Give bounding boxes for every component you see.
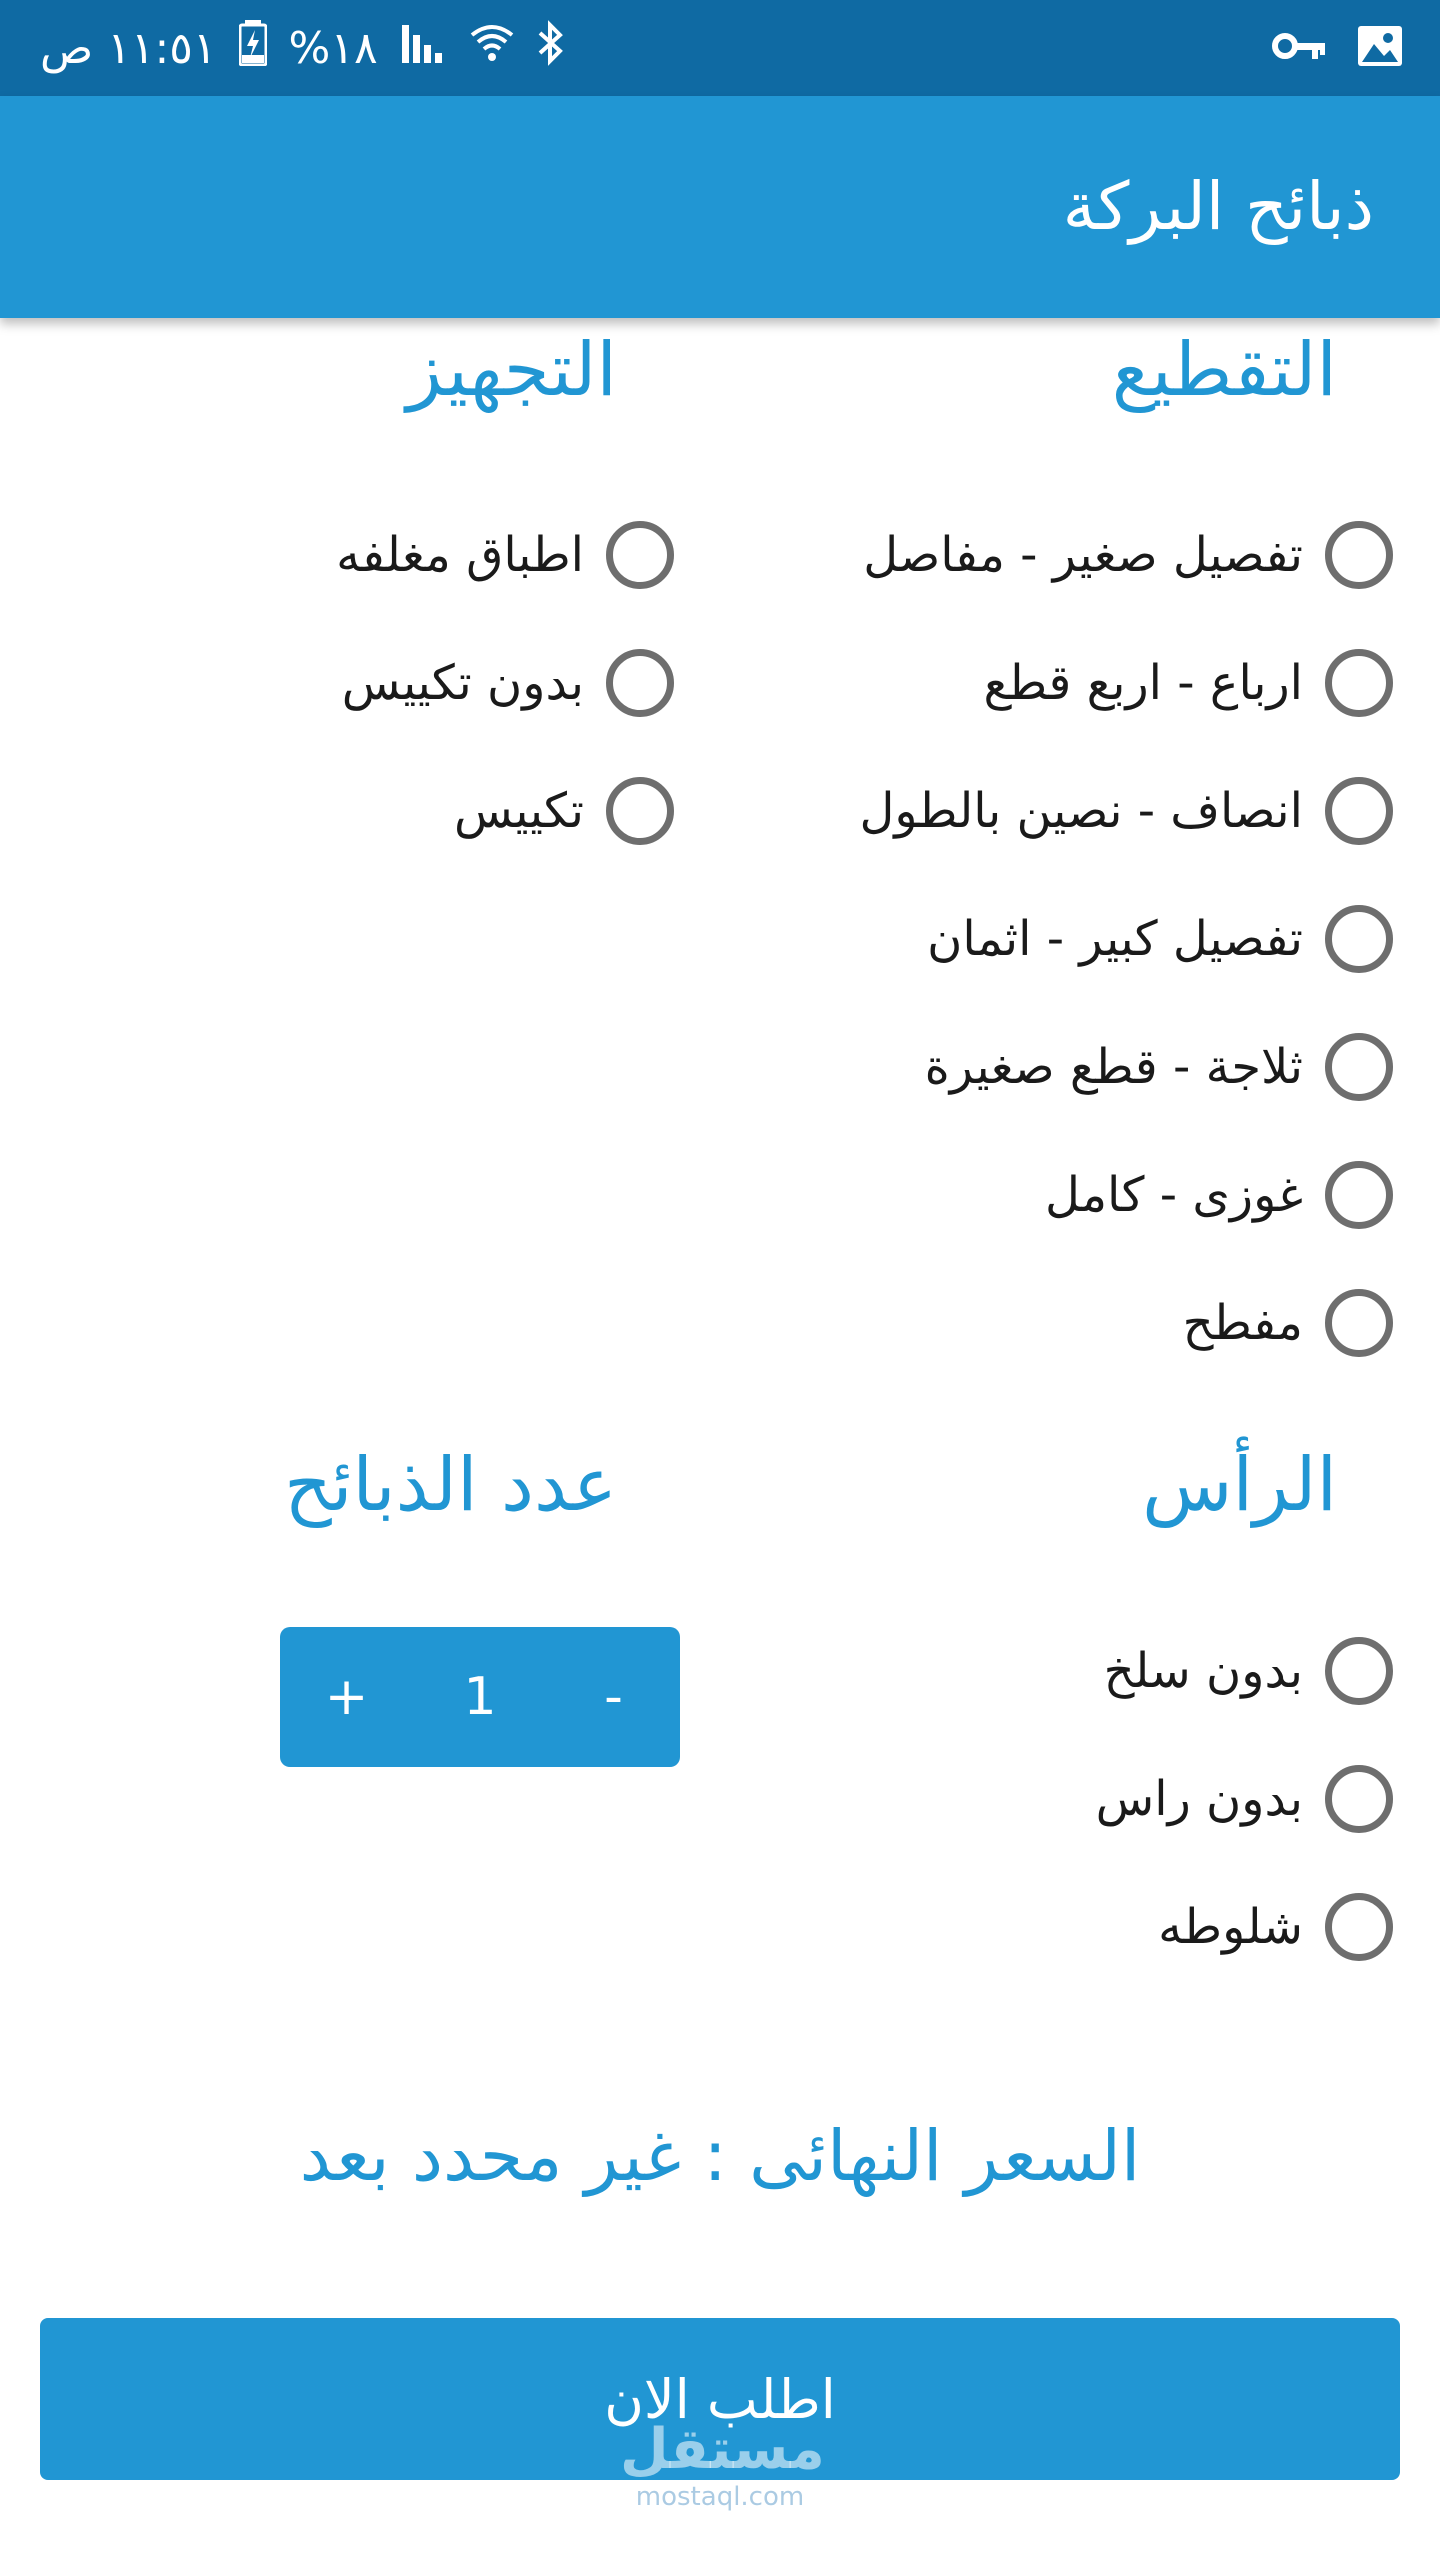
preparation-option-bagging[interactable]: [454, 771, 674, 851]
watermark: [620, 2417, 825, 2514]
option-label: انصاف - نصين بالطول: [859, 783, 1303, 839]
radio-button[interactable]: [1325, 1161, 1393, 1229]
status-right: [1272, 0, 1404, 96]
key-icon: [1272, 31, 1326, 65]
cutting-option-small-joints[interactable]: [863, 515, 1393, 595]
cutting-title: التقطيع: [1111, 327, 1337, 413]
radio-button[interactable]: [1325, 649, 1393, 717]
preparation-title: التجهيز: [406, 327, 617, 413]
image-icon: [1356, 24, 1404, 72]
radio-button[interactable]: [1325, 1893, 1393, 1961]
radio-button[interactable]: [1325, 1637, 1393, 1705]
radio-button[interactable]: [606, 649, 674, 717]
option-label: شلوطه: [1158, 1899, 1303, 1955]
radio-button[interactable]: [606, 777, 674, 845]
final-price: السعر النهائى : غير محدد بعد: [299, 2115, 1141, 2197]
cutting-option-quarters[interactable]: [983, 643, 1393, 723]
watermark-logo: مستقل: [620, 2417, 825, 2482]
option-label: غوزى - كامل: [1044, 1167, 1303, 1223]
radio-button[interactable]: [1325, 1033, 1393, 1101]
app-title: ذبائح البركة: [1062, 168, 1374, 245]
wifi-icon: [470, 21, 514, 76]
quantity-value: 1: [463, 1667, 497, 1727]
bluetooth-icon: [536, 19, 566, 78]
option-label: تكييس: [453, 783, 584, 839]
battery-icon: [239, 20, 267, 77]
battery-percent: %١٨: [288, 22, 378, 74]
radio-button[interactable]: [606, 521, 674, 589]
app-bar: [0, 96, 1440, 318]
cutting-option-mufattah[interactable]: [1183, 1283, 1393, 1363]
option-label: مفطح: [1182, 1295, 1303, 1351]
head-title: الرأس: [1142, 1442, 1337, 1528]
cutting-option-eighths[interactable]: [927, 899, 1393, 979]
option-label: ثلاجة - قطع صغيرة: [924, 1039, 1303, 1095]
order-now-label: اطلب الان: [604, 2367, 836, 2431]
option-label: اطباق مغلفه: [336, 527, 584, 583]
quantity-stepper: [280, 1627, 680, 1767]
preparation-option-wrapped-plates[interactable]: [336, 515, 674, 595]
head-option-singeing[interactable]: [1158, 1887, 1393, 1967]
status-left: [40, 0, 566, 96]
status-time: ١١:٥١ ص: [40, 22, 217, 74]
option-label: بدون تكييس: [341, 655, 584, 711]
increment-button[interactable]: +: [324, 1667, 369, 1727]
radio-button[interactable]: [1325, 777, 1393, 845]
watermark-url: mostaql.com: [635, 2482, 805, 2512]
radio-button[interactable]: [1325, 905, 1393, 973]
cutting-option-halves[interactable]: [860, 771, 1393, 851]
decrement-button[interactable]: -: [604, 1667, 623, 1727]
count-title: عدد الذبائح: [284, 1442, 617, 1528]
option-label: بدون سلخ: [1103, 1643, 1303, 1699]
radio-button[interactable]: [1325, 521, 1393, 589]
preparation-option-no-bagging[interactable]: [342, 643, 674, 723]
head-option-no-head[interactable]: [1096, 1759, 1393, 1839]
signal-icon: [400, 21, 448, 76]
option-label: تفصيل كبير - اثمان: [927, 911, 1303, 967]
radio-button[interactable]: [1325, 1289, 1393, 1357]
cutting-option-fridge[interactable]: [925, 1027, 1393, 1107]
option-label: ارباع - اربع قطع: [983, 655, 1303, 711]
cutting-option-whole[interactable]: [1045, 1155, 1393, 1235]
status-bar: [0, 0, 1440, 96]
option-label: بدون راس: [1095, 1771, 1303, 1827]
head-option-no-skinning[interactable]: [1104, 1631, 1393, 1711]
radio-button[interactable]: [1325, 1765, 1393, 1833]
option-label: تفصيل صغير - مفاصل: [863, 527, 1303, 583]
